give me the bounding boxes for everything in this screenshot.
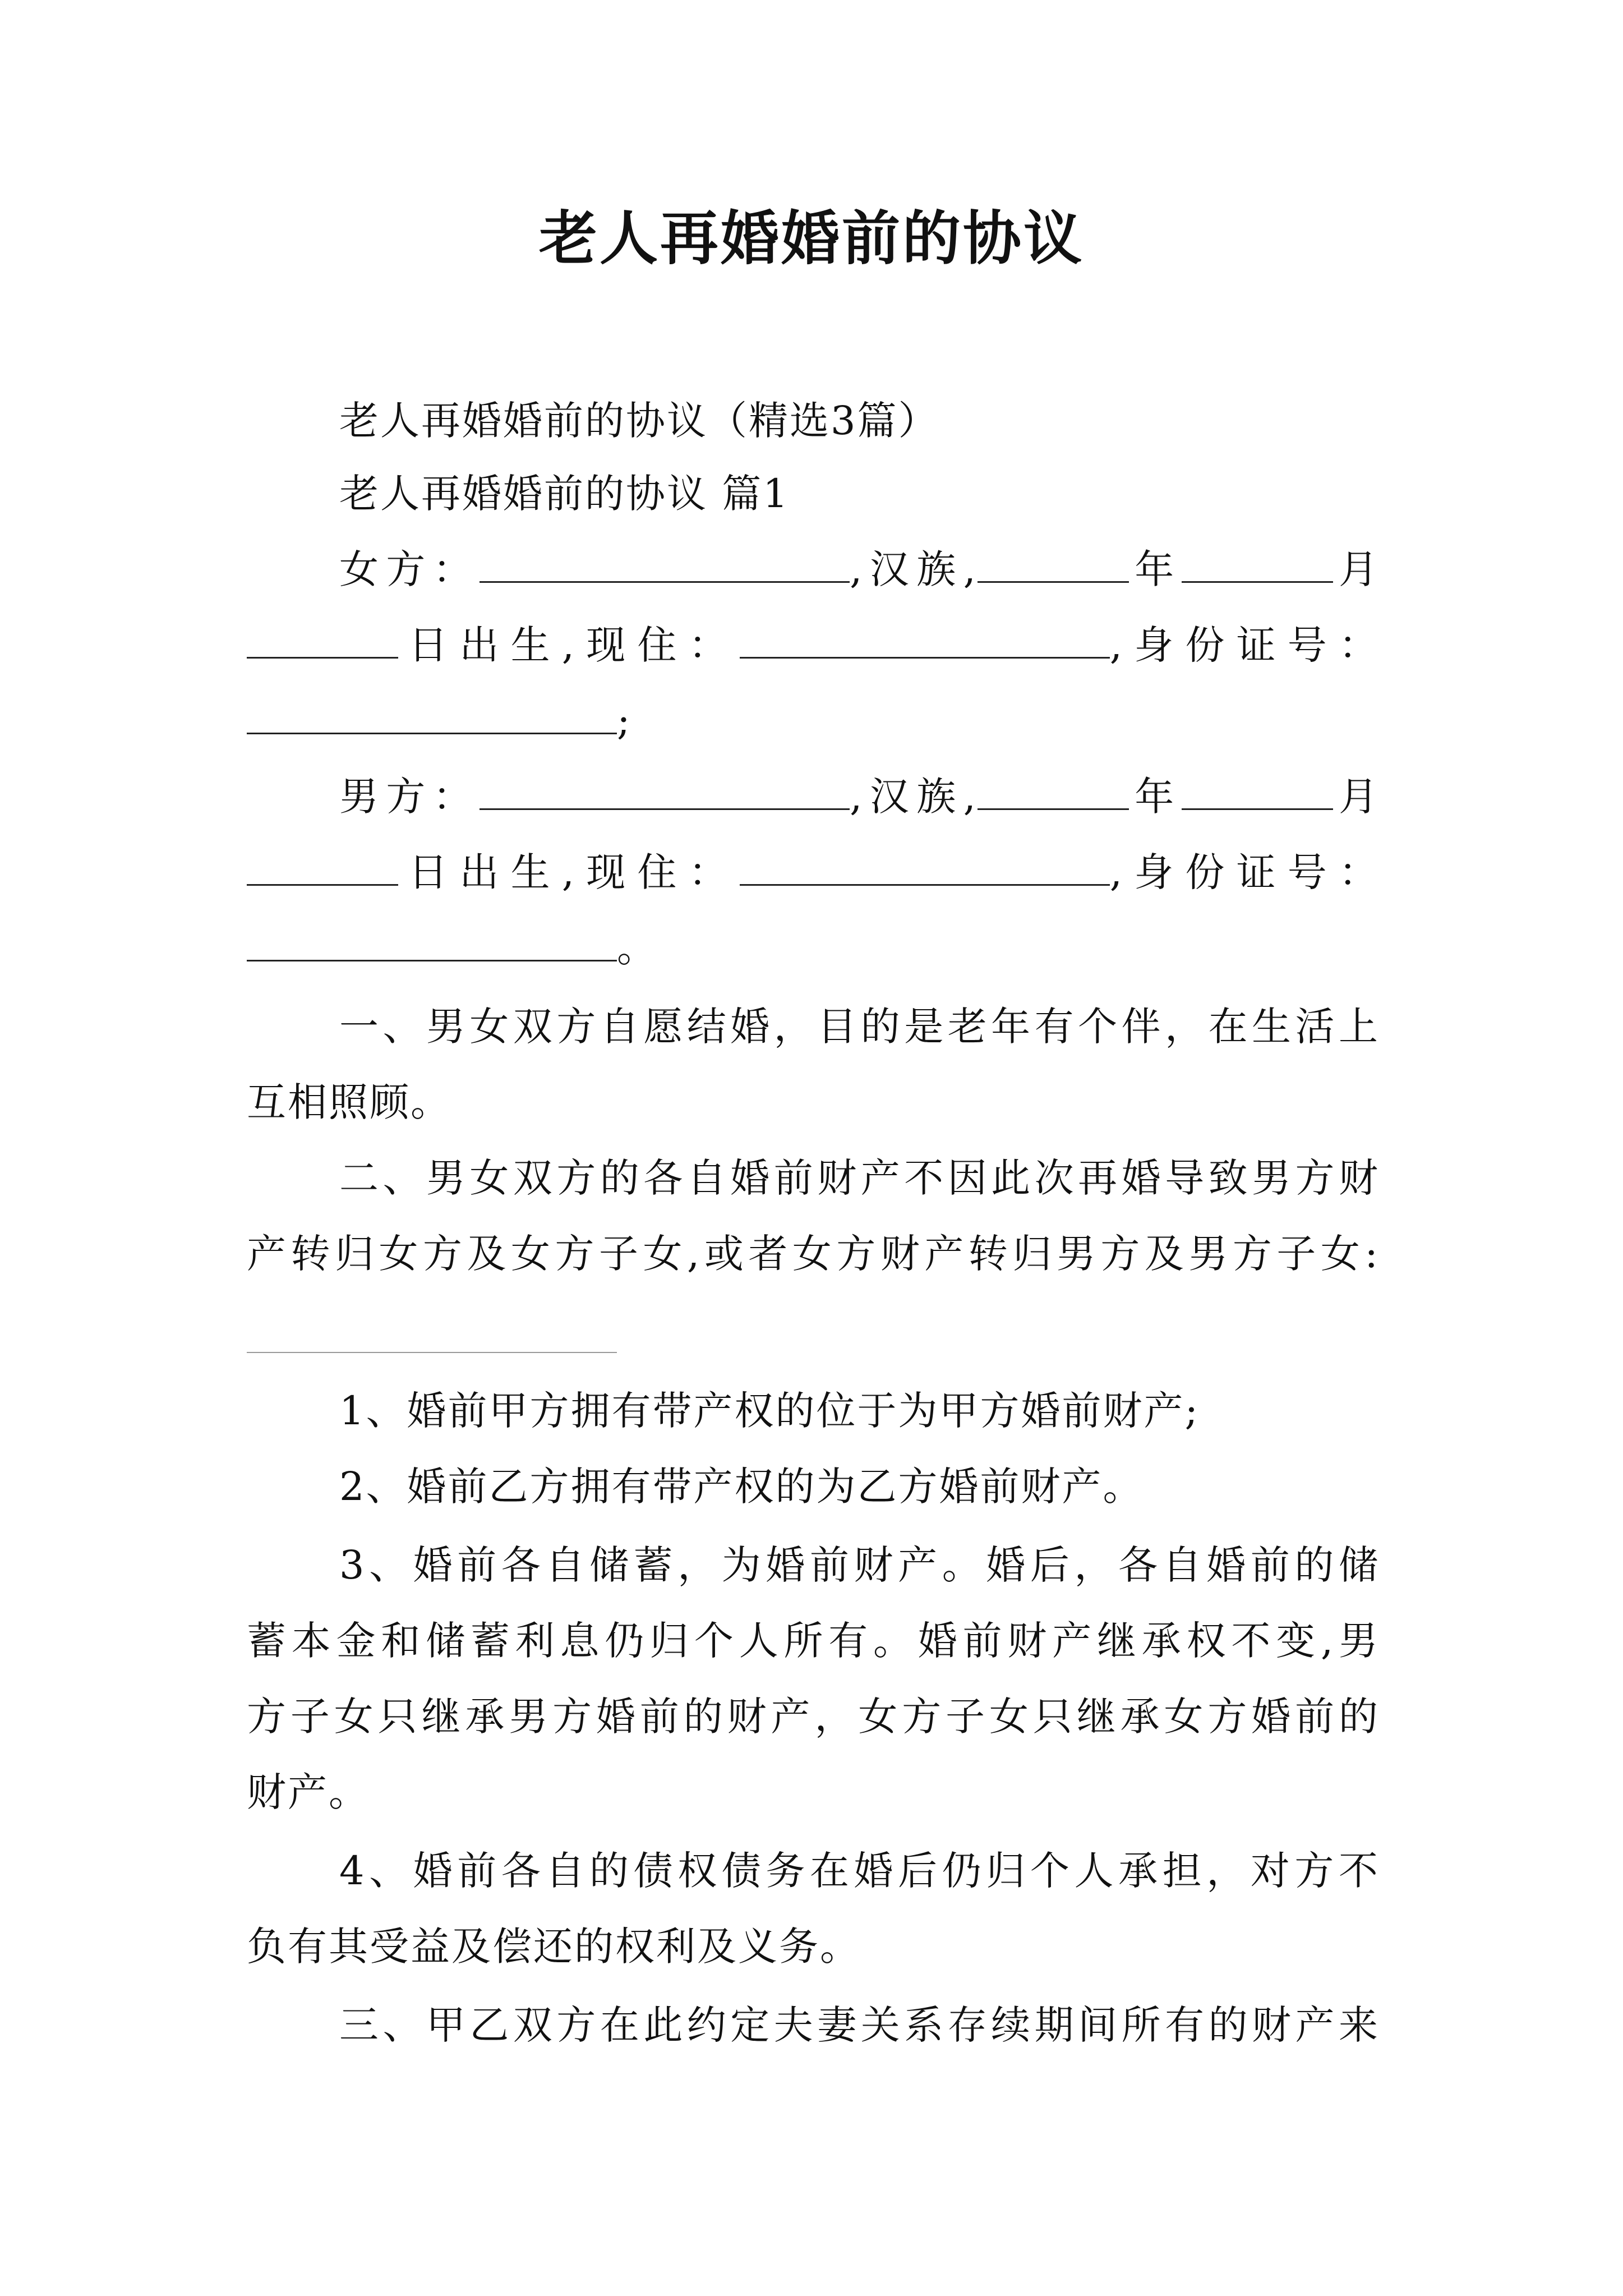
clause3-line1: 三、甲乙双方在此约定夫妻关系存续期间所有的财产来 xyxy=(339,2002,1380,2048)
clause1-line2: 互相照顾。 xyxy=(247,1079,451,1125)
item3-line2: 蓄本金和储蓄利息仍归个人所有。婚前财产继承权不变,男 xyxy=(247,1618,1380,1664)
male-ethnicity: ,汉族, xyxy=(850,774,978,820)
item4-line1: 4、婚前各自的债权债务在婚后仍归个人承担，对方不 xyxy=(339,1848,1380,1894)
item3-line3: 方子女只继承男方婚前的财产，女方子女只继承女方婚前的 xyxy=(247,1694,1380,1740)
male-birth-year-blank[interactable] xyxy=(978,771,1129,810)
female-id-blank[interactable] xyxy=(247,696,617,734)
document-subtitle: 老人再婚婚前的协议（精选3篇） xyxy=(339,398,939,444)
section-heading: 老人再婚婚前的协议 篇1 xyxy=(339,471,790,517)
female-birth-day-blank[interactable] xyxy=(247,620,398,659)
female-address-blank[interactable] xyxy=(740,620,1110,659)
female-month-label: 月 xyxy=(1332,546,1380,592)
document-title: 老人再婚婚前的协议 xyxy=(538,204,1084,273)
male-id-label: ,身份证号： xyxy=(1109,849,1380,895)
male-party-line3 xyxy=(247,917,1380,979)
male-month-label: 月 xyxy=(1332,774,1380,820)
female-birth-residence-label: 日出生,现住： xyxy=(398,622,740,668)
male-name-blank[interactable] xyxy=(479,771,850,810)
male-birth-day-blank[interactable] xyxy=(247,847,398,886)
female-party-line1 xyxy=(339,539,1380,600)
male-label: 男方： xyxy=(339,774,480,820)
clause2-line1: 二、男女双方的各自婚前财产不因此次再婚导致男方财 xyxy=(339,1155,1380,1201)
male-id-blank[interactable] xyxy=(247,923,617,961)
male-address-blank[interactable] xyxy=(740,847,1110,886)
male-birth-residence-label: 日出生,现住： xyxy=(398,849,740,895)
item3-line4: 财产。 xyxy=(247,1769,370,1815)
female-birth-month-blank[interactable] xyxy=(1182,544,1333,583)
item4-line2: 负有其受益及偿还的权利及义务。 xyxy=(247,1924,861,1970)
female-birth-year-blank[interactable] xyxy=(978,544,1129,583)
female-name-blank[interactable] xyxy=(479,544,850,583)
male-year-label: 年 xyxy=(1128,774,1182,820)
male-birth-month-blank[interactable] xyxy=(1182,771,1333,810)
item3-line1: 3、婚前各自储蓄，为婚前财产。婚后，各自婚前的储 xyxy=(339,1542,1380,1588)
item2: 2、婚前乙方拥有带产权的为乙方婚前财产。 xyxy=(339,1464,1144,1510)
male-end-mark: 。 xyxy=(617,925,658,971)
female-label: 女方： xyxy=(339,546,480,592)
female-party-line3 xyxy=(247,690,1380,752)
clause1-line1: 一、男女双方自愿结婚，目的是老年有个伴，在生活上 xyxy=(339,1004,1380,1050)
male-party-line2 xyxy=(247,841,1380,903)
female-ethnicity: ,汉族, xyxy=(850,546,978,592)
clause2-line2: 产转归女方及女方子女,或者女方财产转归男方及男方子女: xyxy=(247,1231,1380,1277)
item1: 1、婚前甲方拥有带产权的位于为甲方婚前财产; xyxy=(339,1388,1200,1434)
female-year-label: 年 xyxy=(1128,546,1182,592)
female-id-label: ,身份证号： xyxy=(1109,622,1380,668)
male-party-line1 xyxy=(339,766,1380,827)
divider-line xyxy=(247,1352,617,1353)
female-party-line2 xyxy=(247,614,1380,676)
female-end-mark: ; xyxy=(617,698,632,744)
